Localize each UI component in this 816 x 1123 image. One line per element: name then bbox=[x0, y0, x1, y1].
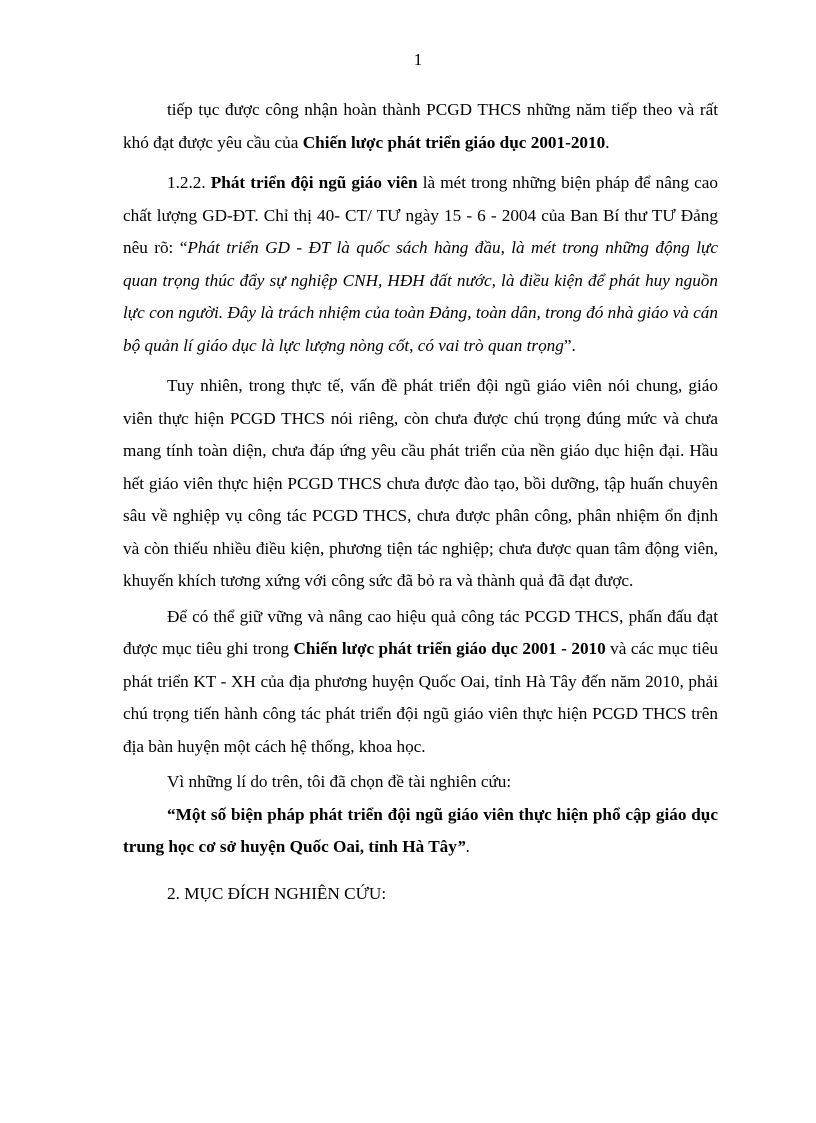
thesis-title-closing-quote: ” bbox=[456, 837, 466, 856]
paragraph-3 bbox=[123, 370, 718, 598]
paragraph-4-strategy-title: Chiến lược phát triển giáo dục 2001 - 2010 bbox=[293, 639, 606, 658]
document-body bbox=[123, 94, 718, 910]
thesis-title bbox=[123, 799, 718, 864]
directive-quote: Phát triển GD - ĐT là quốc sách hàng đầu, là mét trong những động lực quan trọng thúc đẩy sự nghiệp CNH, HĐH đất nước, là điều kiện để phát huy nguồn lực con người. Đây là trách nhiệm của toàn Đảng, toàn dân, trong đó nhà giáo và cán bộ quản lí giáo dục là lực lượng nòng cốt, có vai trò quan trọng bbox=[123, 238, 718, 355]
paragraph-2 bbox=[123, 167, 718, 362]
paragraph-1 bbox=[123, 94, 718, 159]
paragraph-1-text: tiếp tục được công nhận hoàn thành PCGD THCS những năm tiếp theo và rất khó đạt được yêu cầu của bbox=[123, 100, 718, 152]
paragraph-4 bbox=[123, 601, 718, 764]
paragraph-2-end: ”. bbox=[563, 335, 576, 355]
paragraph-3-text: Tuy nhiên, trong thực tế, vấn đề phát triển đội ngũ giáo viên nói chung, giáo viên thực hiện PCGD THCS nói riêng, còn chưa được chú trọng đúng mức và chưa mang tính toàn diện, chưa đáp ứng yêu cầu phát triển của nền giáo dục hiện đại. Hầu hết giáo viên thực hiện PCGD THCS chưa được đào tạo, bồi dưỡng, tập huấn chuyên sâu về nghiệp vụ công tác PCGD THCS, chưa được phân công, phân nhiệm ổn định và còn thiếu nhiều điều kiện, phương tiện tác nghiệp; chưa được quan tâm động viên, khuyến khích tương xứng với công sức đã bỏ ra và thành quả đã đạt được. bbox=[123, 376, 718, 590]
section-number: 1.2.2. bbox=[167, 173, 211, 192]
paragraph-5-text: Vì những lí do trên, tôi đã chọn đề tài nghiên cứu: bbox=[167, 772, 512, 791]
page-number: 1 bbox=[413, 50, 423, 69]
thesis-title-text: “Một số biện pháp phát triển đội ngũ giáo viên thực hiện phổ cập giáo dục trung học cơ sở huyện Quốc Oai, tỉnh Hà Tây bbox=[123, 804, 718, 856]
paragraph-1-strategy-title: Chiến lược phát triển giáo dục 2001-2010 bbox=[302, 132, 606, 152]
paragraph-1-end: . bbox=[605, 132, 610, 152]
section-heading-research-purpose-text: 2. MỤC ĐÍCH NGHIÊN CỨU: bbox=[167, 883, 387, 903]
paragraph-4-text: Để có thể giữ vững và nâng cao hiệu quả công tác PCGD THCS, phấn đấu đạt được mục tiêu ghi trong bbox=[123, 606, 718, 658]
section-heading-research-purpose bbox=[123, 878, 718, 911]
paragraph-5 bbox=[123, 766, 718, 799]
paragraph-2-text: là mét trong những biện pháp để nâng cao chất lượng GD-ĐT. Chỉ thị 40- CT/ TƯ ngày 15 - 6 - 2004 của Ban Bí thư TƯ Đảng nêu rõ: “ bbox=[123, 173, 718, 257]
thesis-title-end: . bbox=[465, 837, 470, 856]
section-heading: Phát triển đội ngũ giáo viên bbox=[210, 173, 418, 192]
paragraph-4-end: và các mục tiêu phát triển KT - XH của địa phương huyện Quốc Oai, tỉnh Hà Tây đến năm 2010, phải chú trọng tiến hành công tác phát triển đội ngũ giáo viên thực hiện PCGD THCS trên địa bàn huyện một cách hệ thống, khoa học. bbox=[123, 639, 718, 756]
